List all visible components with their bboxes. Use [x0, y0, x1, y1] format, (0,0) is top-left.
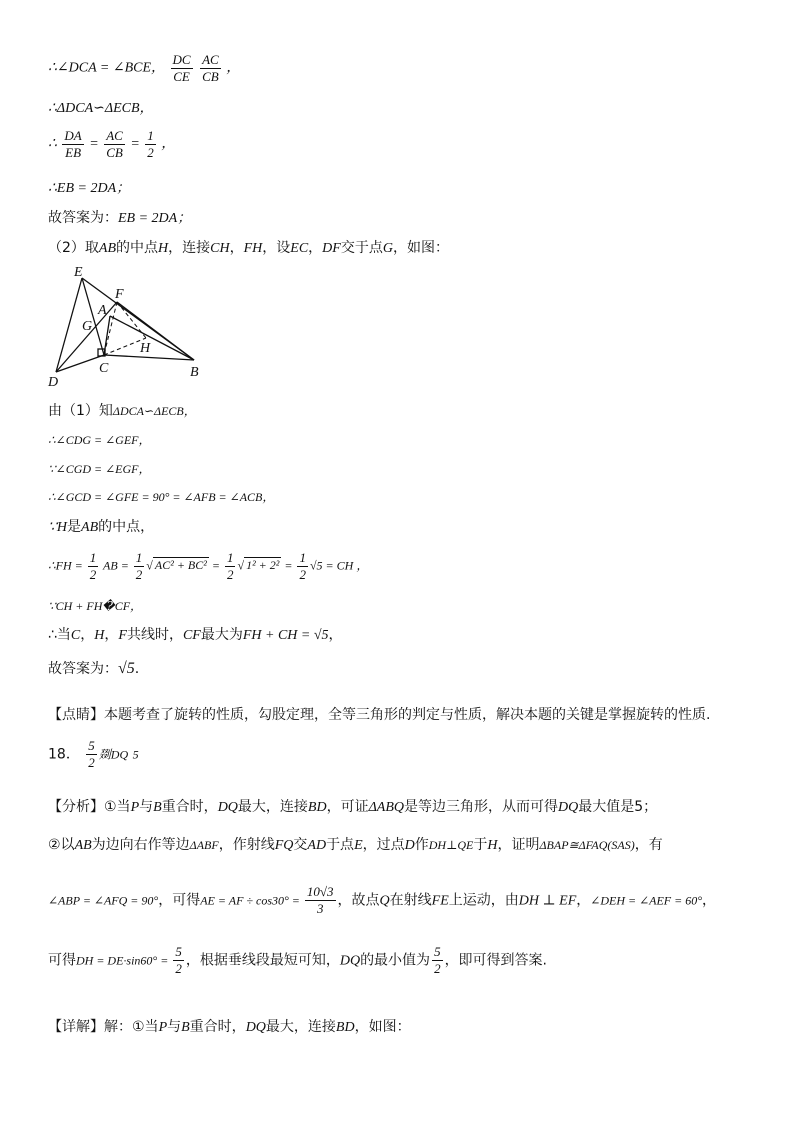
math: B — [181, 1020, 190, 1035]
line-14 — [48, 626, 343, 645]
text: 故答案为： — [48, 661, 118, 677]
line-16: 【点睛】本题考查了旋转的性质，勾股定理，全等三角形的判定与性质，解决本题的关键是掌握旋转的性质. — [48, 707, 711, 723]
math: H — [94, 628, 105, 643]
denominator: 2 — [88, 755, 95, 770]
line-11 — [48, 518, 154, 537]
fraction — [86, 738, 97, 771]
text: ， — [229, 240, 244, 256]
text: 可得 — [48, 952, 76, 969]
math: FQ — [274, 838, 294, 853]
denominator: 2 — [89, 567, 97, 582]
denominator: 2 — [147, 145, 154, 160]
denominator: CB — [106, 145, 123, 160]
text: 上运动，由 — [448, 892, 519, 909]
label-A: A — [98, 303, 107, 318]
text: 为边向右作等边 — [91, 837, 190, 853]
text: ，作射线 — [218, 837, 275, 853]
text: 重合时， — [161, 799, 218, 815]
line-6 — [48, 239, 449, 258]
math: AB — [81, 520, 99, 535]
numerator: AC — [202, 52, 219, 67]
denominator: 2 — [299, 567, 306, 582]
line-9: ∵∠CGD = ∠EGF， — [48, 462, 151, 476]
numerator: 5 — [88, 738, 95, 753]
fraction — [225, 550, 236, 583]
label-E: E — [74, 265, 83, 280]
numerator: DA — [64, 128, 82, 143]
line-18 — [48, 798, 657, 817]
fraction — [104, 128, 125, 161]
text: = — [130, 136, 144, 152]
math: 剟DQ — [98, 747, 129, 762]
text: ， — [356, 558, 369, 573]
numerator: 5 — [175, 944, 182, 959]
text: ，过点 — [362, 837, 405, 853]
text: ，证明 — [497, 837, 540, 853]
text: ， — [702, 892, 717, 909]
line-1 — [48, 52, 240, 85]
math: CF — [182, 628, 201, 643]
denominator: 2 — [434, 961, 441, 976]
math: BD — [307, 800, 327, 815]
text: 【分析】①当 — [48, 799, 131, 815]
segment-EB — [82, 278, 194, 360]
text: 与 — [139, 799, 154, 815]
text: 的中点 — [116, 240, 159, 256]
text: 交 — [293, 837, 308, 853]
geometry-figure — [44, 264, 214, 389]
text: 最大为 — [200, 627, 243, 643]
line-22 — [48, 1018, 411, 1037]
radicand: 1² + 2² — [246, 558, 280, 573]
math: FH + CH = √5 — [242, 628, 329, 643]
line-5 — [48, 209, 191, 228]
math: ∠ABP = ∠AFQ = 90° — [48, 893, 159, 908]
line-19 — [48, 836, 663, 855]
text: 于 — [473, 837, 488, 853]
fraction — [297, 550, 308, 583]
text: . — [134, 661, 140, 677]
fraction — [200, 52, 221, 85]
math: DQ — [217, 800, 238, 815]
math: H — [487, 838, 498, 853]
math: AE = AF ÷ cos30° = — [200, 893, 303, 908]
line-2: ∴ΔDCA∽ΔECB， — [48, 101, 154, 116]
math: ΔBAP≅ΔFAQ(SAS) — [539, 838, 635, 852]
math: ∠DEH = ∠AEF = 60° — [590, 893, 703, 908]
text: 最大值是5； — [578, 799, 658, 815]
text: 由（1）知 — [48, 403, 113, 419]
text: ，如图： — [354, 1019, 411, 1035]
fraction — [305, 884, 336, 917]
numerator: 1 — [299, 550, 306, 565]
math: Q — [379, 893, 390, 909]
math: √5 — [118, 660, 135, 677]
sqrt-sign: √ — [146, 558, 153, 573]
text: 故答案为： — [48, 210, 118, 226]
text: = — [284, 558, 296, 573]
math: DH = DE·sin60° = — [76, 953, 172, 968]
sqrt-sign: √ — [237, 558, 245, 573]
text: （2）取 — [48, 240, 99, 256]
line-7 — [48, 402, 196, 420]
line-10: ∴∠GCD = ∠GFE = 90° = ∠AFB = ∠ACB， — [48, 490, 275, 504]
label-B: B — [190, 365, 199, 380]
math: AB — [74, 838, 92, 853]
text: ，如图： — [392, 240, 449, 256]
text: ，有 — [634, 837, 663, 853]
math: DQ — [558, 800, 579, 815]
math: AB — [98, 241, 117, 256]
label-G: G — [82, 319, 93, 334]
math: P — [130, 800, 140, 815]
math: DF — [322, 241, 341, 256]
text: ， — [104, 627, 119, 643]
text: ②以 — [48, 837, 75, 853]
numerator: 1 — [226, 550, 234, 565]
text: ∴FH = — [48, 558, 86, 573]
text: ， — [328, 627, 343, 643]
line-13: ∵CH + FH�CF， — [48, 599, 143, 613]
text: 与 — [167, 1019, 182, 1035]
text: ， — [80, 627, 95, 643]
text: ，可证 — [326, 799, 369, 815]
math: E — [354, 838, 363, 853]
math: DH⊥QE — [428, 838, 474, 852]
segment-AB — [110, 316, 194, 360]
text: ∴∠DCA = ∠BCE， — [48, 60, 166, 76]
text: ， — [226, 60, 241, 76]
numerator: 1 — [135, 550, 143, 565]
line-17 — [48, 738, 139, 771]
denominator: EB — [65, 145, 82, 160]
denominator: CB — [202, 69, 219, 84]
text: 是 — [67, 519, 82, 535]
math: EB = 2DA； — [118, 211, 192, 226]
fraction — [171, 52, 193, 85]
fraction — [432, 944, 443, 977]
fraction — [134, 550, 145, 583]
text: √5 = CH — [309, 558, 354, 573]
math: BD — [335, 1020, 355, 1035]
math: DQ — [339, 953, 361, 969]
denominator: 2 — [226, 567, 234, 582]
math: P — [158, 1020, 168, 1035]
numerator: 5 — [434, 944, 441, 959]
denominator: 2 — [175, 961, 182, 976]
line-15 — [48, 660, 139, 678]
line-21 — [48, 944, 547, 977]
text: ，可得 — [158, 892, 201, 909]
label-D: D — [48, 375, 59, 389]
math: DH ⊥ EF — [518, 893, 577, 909]
math: CH — [210, 241, 230, 256]
text: 在射线 — [389, 892, 432, 909]
text: 共线时， — [126, 627, 183, 643]
denominator: 3 — [316, 901, 324, 916]
text: ，设 — [262, 240, 291, 256]
math: 5 — [132, 747, 139, 762]
label-H: H — [140, 341, 151, 356]
text: AB = — [103, 558, 132, 573]
text: ，即可得到答案. — [444, 952, 548, 969]
fraction — [88, 550, 99, 583]
text: 的最小值为 — [360, 952, 431, 969]
text: ， — [308, 240, 323, 256]
text: 是等边三角形，从而可得 — [404, 799, 559, 815]
math: F — [118, 628, 127, 643]
text: ∴当 — [48, 627, 71, 643]
math: ΔDCA∽ΔECB， — [112, 404, 196, 418]
math: FH — [243, 241, 263, 256]
math: DQ — [245, 1020, 266, 1035]
text: = — [89, 136, 103, 152]
math: FE — [431, 893, 449, 909]
text: 于点 — [326, 837, 355, 853]
numerator: 1 — [89, 550, 97, 565]
text: 重合时， — [189, 1019, 246, 1035]
text: ∵ — [48, 520, 57, 535]
radicand: AC² + BC² — [154, 558, 207, 573]
label-F: F — [115, 287, 124, 302]
numerator: AC — [106, 128, 123, 143]
math: ΔABF — [189, 838, 219, 852]
math: G — [382, 241, 393, 256]
text: ，根据垂线段最短可知， — [185, 952, 340, 969]
text: 交于点 — [340, 240, 383, 256]
question-number: 18． — [48, 746, 80, 763]
numerator: DC — [172, 52, 191, 67]
label-C: C — [99, 361, 109, 376]
denominator: CE — [173, 69, 190, 84]
math: H — [158, 241, 169, 256]
text: = — [211, 558, 223, 573]
fraction — [62, 128, 83, 161]
text: ，故点 — [337, 892, 380, 909]
text: ∴ — [48, 136, 57, 152]
text: ， — [576, 892, 591, 909]
text: 最大，连接 — [265, 1019, 336, 1035]
math: AD — [307, 838, 327, 853]
fraction — [145, 128, 156, 161]
line-4: ∴EB = 2DA； — [48, 181, 131, 196]
numerator: 1 — [147, 128, 154, 143]
line-3 — [48, 128, 175, 161]
fraction — [173, 944, 184, 977]
line-20 — [48, 884, 716, 917]
math: B — [153, 800, 162, 815]
line-8: ∴∠CDG = ∠GEF， — [48, 433, 151, 447]
numerator: 10√3 — [306, 884, 334, 899]
text: 最大，连接 — [237, 799, 308, 815]
denominator: 2 — [135, 567, 143, 582]
text: ，连接 — [168, 240, 211, 256]
math: H — [56, 520, 68, 535]
text: 作 — [414, 837, 429, 853]
text: ， — [161, 136, 176, 152]
math: ΔABQ — [368, 800, 405, 815]
text: 【详解】解：①当 — [48, 1019, 159, 1035]
text: 的中点， — [98, 519, 155, 535]
line-12 — [48, 550, 368, 583]
math: D — [404, 838, 415, 853]
math: EC — [290, 241, 309, 256]
math: C — [70, 628, 81, 643]
